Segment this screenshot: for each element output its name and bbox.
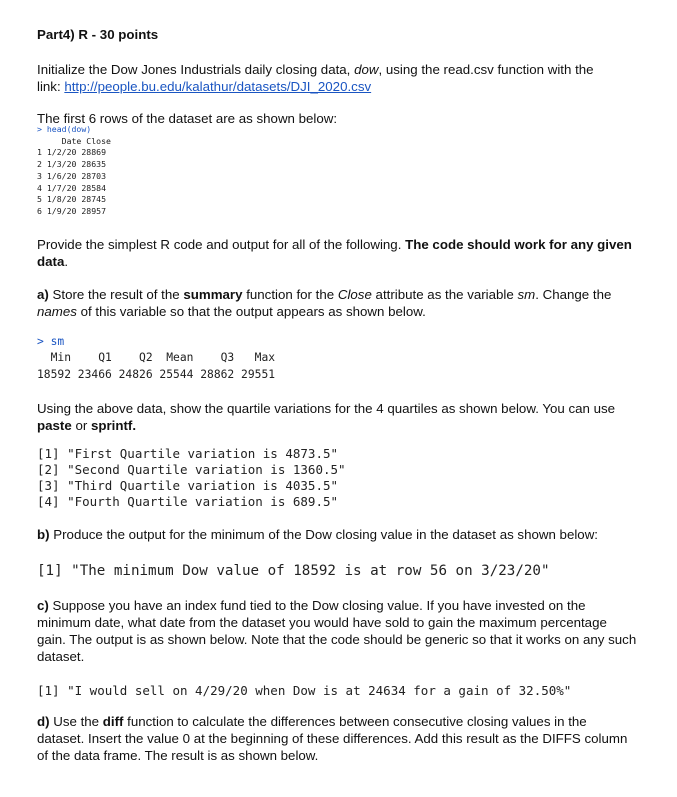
part-b-text: Produce the output for the minimum of the Dow closing value in the dataset as shown below: (49, 527, 598, 542)
part-a-summary: summary (183, 287, 243, 302)
quartile-line: [4] "Fourth Quartile variation is 689.5" (37, 494, 339, 509)
sm-output (37, 334, 275, 383)
part-a-names: names (37, 304, 77, 319)
quartile-paste: paste (37, 418, 72, 433)
intro-paragraph (37, 61, 637, 95)
head-row: 3 1/6/20 28703 (37, 170, 107, 181)
head-row: 4 1/7/20 28584 (37, 182, 107, 193)
quartile-line: [3] "Third Quartile variation is 4035.5" (37, 478, 339, 493)
part-d-label: d) (37, 714, 50, 729)
sm-values: 18592 23466 24826 25544 28862 29551 (37, 367, 276, 381)
dataset-link[interactable]: http://people.bu.edu/kalathur/datasets/DJI_2020.csv (64, 79, 372, 94)
part-a-text: . Change the (535, 287, 612, 302)
part-c-text: Suppose you have an index fund tied to the Dow closing value. If you have invested on the minimum date, what date from the dataset you would have sold to gain the maximum percentage gain. The output is as shown below. Note that the code should be generic so that it works on any such dataset. (37, 598, 637, 664)
intro-link-label: link: (37, 79, 65, 94)
quartile-line: [1] "First Quartile variation is 4873.5" (37, 446, 339, 461)
instructions-paragraph (37, 236, 637, 270)
sm-header: Min Q1 Q2 Mean Q3 Max (37, 351, 276, 365)
intro-dow-var: dow (354, 62, 379, 77)
quartile-line: [2] "Second Quartile variation is 1360.5" (37, 462, 346, 477)
part-a-text: Store the result of the (48, 287, 184, 302)
head-output (37, 124, 111, 218)
head-row: 6 1/9/20 28957 (37, 205, 107, 216)
head-row: 2 1/3/20 28635 (37, 159, 107, 170)
part-title: Part4) R - 30 points (37, 27, 159, 42)
part-d-text: function to calculate the differences between consecutive closing values in the dataset. Insert the value 0 at the beginning of these differences. Add this result as the DIFFS column of the data frame. The result is as shown below. (37, 714, 628, 763)
quartile-or: or (71, 418, 91, 433)
part-a-sm: sm (517, 287, 536, 302)
intro-text-a: Initialize the Dow Jones Industrials daily closing data, (37, 62, 355, 77)
quartile-intro-text: Using the above data, show the quartile variations for the 4 quartiles as shown below. You can use (37, 401, 616, 416)
part-d-diff: diff (102, 714, 124, 729)
quartile-intro (37, 400, 637, 434)
first-rows-intro: The first 6 rows of the dataset are as shown below: (37, 111, 338, 126)
instructions-end: . (64, 254, 69, 269)
intro-text-b: , using the read.csv function with the (378, 62, 594, 77)
head-prompt: > head(dow) (37, 124, 92, 134)
part-a-text: function for the (242, 287, 338, 302)
part-d-paragraph (37, 713, 637, 764)
part-a-paragraph (37, 286, 637, 320)
part-a-text: attribute as the variable (371, 287, 518, 302)
instructions-bold: The code should work for any given data (37, 237, 632, 269)
min-output: [1] "The minimum Dow value of 18592 is at row 56 on 3/23/20" (37, 563, 550, 579)
sm-prompt: > sm (37, 335, 65, 348)
part-a-label: a) (37, 287, 49, 302)
sell-output: [1] "I would sell on 4/29/20 when Dow is at 24634 for a gain of 32.50%" (37, 683, 572, 698)
part-b-paragraph (37, 526, 637, 543)
quartile-sprintf: sprintf. (90, 418, 137, 433)
head-row: 5 1/8/20 28745 (37, 194, 107, 205)
part-a-close: Close (337, 287, 372, 302)
part-c-paragraph (37, 597, 637, 665)
quartile-output (37, 446, 346, 510)
instructions-plain: Provide the simplest R code and output for all of the following. (37, 237, 406, 252)
part-c-label: c) (37, 598, 49, 613)
part-b-label: b) (37, 527, 50, 542)
part-a-text: of this variable so that the output appears as shown below. (76, 304, 426, 319)
head-header: Date Close (37, 135, 111, 146)
part-d-text: Use the (49, 714, 103, 729)
head-row: 1 1/2/20 28869 (37, 147, 107, 158)
